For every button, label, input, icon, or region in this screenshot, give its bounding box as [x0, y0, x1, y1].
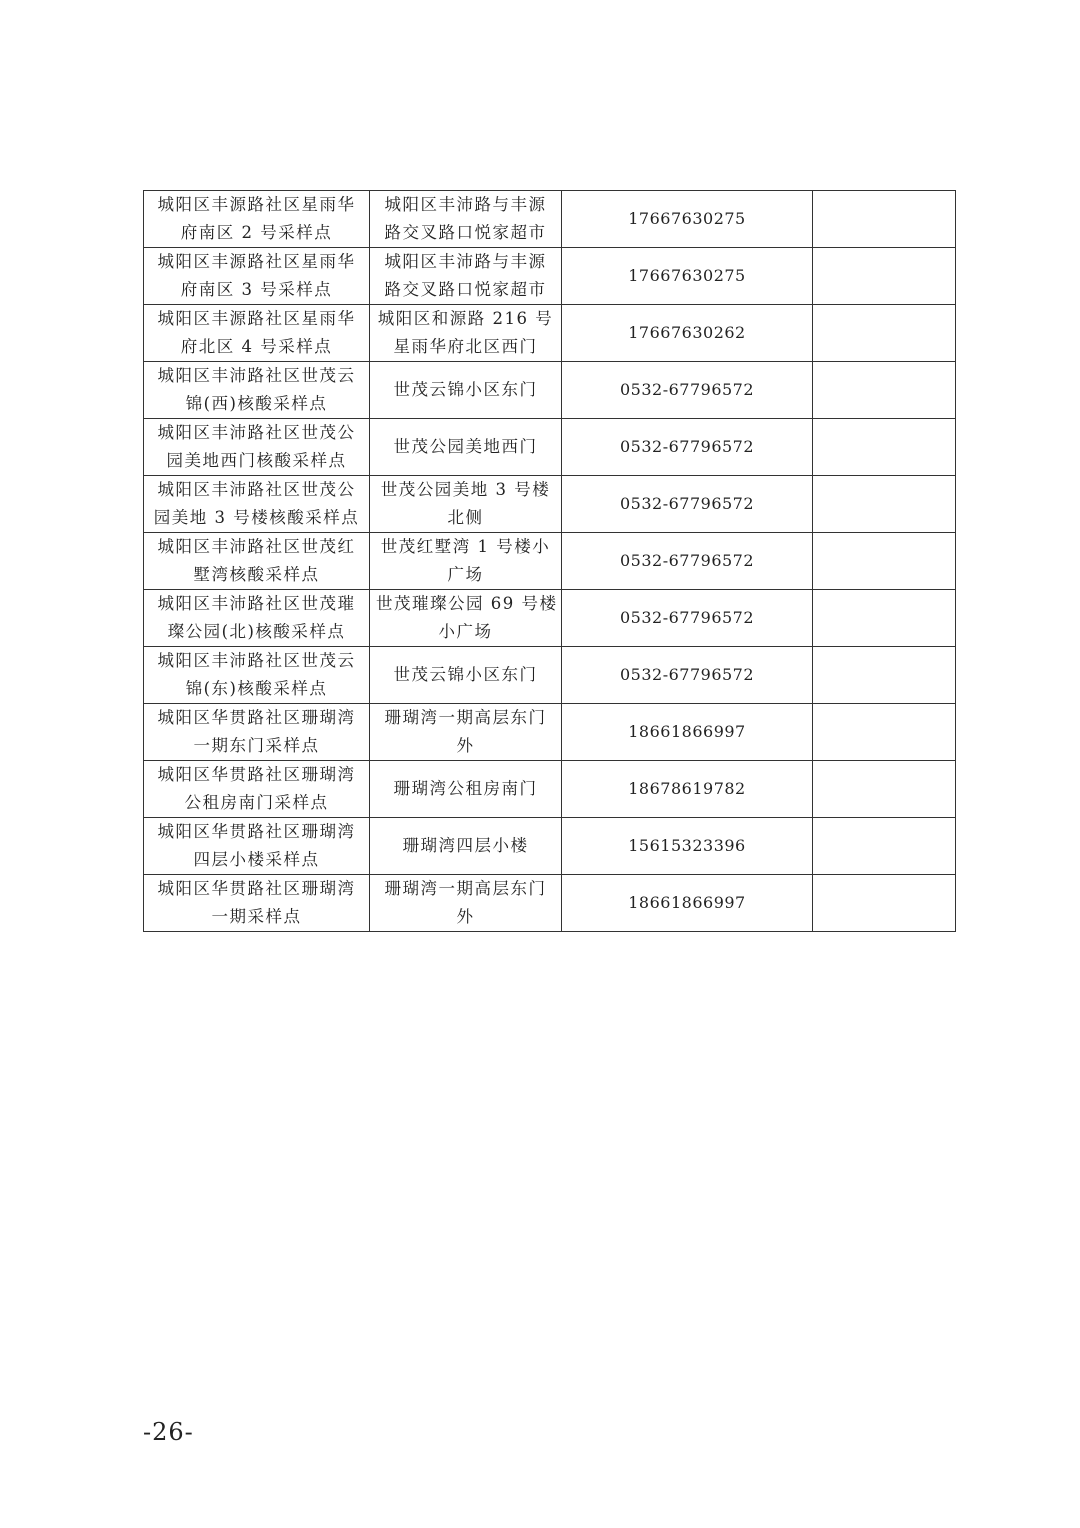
note-cell: [813, 362, 956, 419]
address-cell: [370, 818, 562, 875]
site-name-cell-line: 城阳区华贯路社区珊瑚湾: [157, 765, 356, 784]
site-name-cell-line: 城阳区丰沛路社区世茂公: [157, 480, 356, 499]
address-cell-line: 珊瑚湾四层小楼: [402, 836, 529, 855]
phone-cell: 0532-67796572: [562, 419, 813, 476]
site-name-cell: [144, 305, 370, 362]
address-cell-line: 世茂云锦小区东门: [393, 380, 538, 399]
site-name-cell-line: 城阳区华贯路社区珊瑚湾: [157, 708, 356, 727]
site-name-cell: [144, 362, 370, 419]
phone-cell: 0532-67796572: [562, 476, 813, 533]
table-row: [144, 305, 956, 362]
site-name-cell-line: 城阳区丰沛路社区世茂红: [157, 537, 356, 556]
site-name-cell: [144, 533, 370, 590]
note-cell: [813, 533, 956, 590]
site-name-cell: [144, 476, 370, 533]
site-name-cell-line: 城阳区丰源路社区星雨华: [157, 252, 356, 271]
site-name-cell-line: 府南区 3 号采样点: [180, 280, 333, 299]
note-cell: [813, 647, 956, 704]
address-cell-line: 珊瑚湾一期高层东门: [384, 708, 547, 727]
site-name-cell: [144, 875, 370, 932]
address-cell-line: 路交叉路口悦家超市: [384, 280, 547, 299]
site-name-cell-line: 城阳区丰沛路社区世茂公: [157, 423, 356, 442]
phone-cell: 15615323396: [562, 818, 813, 875]
site-name-cell-line: 一期采样点: [211, 907, 302, 926]
site-name-cell: [144, 818, 370, 875]
address-cell: [370, 362, 562, 419]
site-name-cell-line: 城阳区华贯路社区珊瑚湾: [157, 879, 356, 898]
table-row: [144, 761, 956, 818]
address-cell-line: 世茂公园美地西门: [393, 437, 538, 456]
address-cell-line: 外: [456, 907, 475, 926]
note-cell: [813, 419, 956, 476]
site-name-cell-line: 城阳区丰沛路社区世茂云: [157, 366, 356, 385]
table-row: [144, 533, 956, 590]
phone-cell: 17667630275: [562, 248, 813, 305]
site-name-cell: [144, 191, 370, 248]
table-row: [144, 476, 956, 533]
site-name-cell-line: 园美地 3 号楼核酸采样点: [153, 508, 360, 527]
phone-cell: 0532-67796572: [562, 590, 813, 647]
note-cell: [813, 818, 956, 875]
address-cell-line: 珊瑚湾一期高层东门: [384, 879, 547, 898]
phone-cell: 0532-67796572: [562, 533, 813, 590]
note-cell: [813, 191, 956, 248]
phone-cell: 17667630262: [562, 305, 813, 362]
site-name-cell-line: 园美地西门核酸采样点: [166, 451, 347, 470]
table-row: [144, 419, 956, 476]
phone-cell: 18661866997: [562, 875, 813, 932]
address-cell-line: 珊瑚湾公租房南门: [393, 779, 538, 798]
address-cell-line: 北侧: [447, 508, 484, 527]
site-name-cell: [144, 761, 370, 818]
sampling-sites-table: [143, 190, 956, 932]
table-row: [144, 590, 956, 647]
note-cell: [813, 761, 956, 818]
note-cell: [813, 476, 956, 533]
site-name-cell: [144, 704, 370, 761]
address-cell-line: 城阳区和源路 216 号: [377, 309, 554, 328]
site-name-cell-line: 府南区 2 号采样点: [180, 223, 333, 242]
site-name-cell-line: 锦(东)核酸采样点: [185, 679, 328, 698]
phone-cell: 0532-67796572: [562, 362, 813, 419]
note-cell: [813, 704, 956, 761]
site-name-cell-line: 府北区 4 号采样点: [180, 337, 333, 356]
address-cell-line: 城阳区丰沛路与丰源: [384, 195, 547, 214]
site-name-cell-line: 公租房南门采样点: [184, 793, 329, 812]
phone-cell: 18661866997: [562, 704, 813, 761]
site-name-cell: [144, 248, 370, 305]
address-cell-line: 小广场: [438, 622, 493, 641]
address-cell: [370, 647, 562, 704]
site-name-cell-line: 一期东门采样点: [193, 736, 320, 755]
address-cell-line: 世茂公园美地 3 号楼: [380, 480, 551, 499]
site-name-cell-line: 四层小楼采样点: [193, 850, 320, 869]
phone-cell: 0532-67796572: [562, 647, 813, 704]
table-row: [144, 704, 956, 761]
address-cell: [370, 875, 562, 932]
address-cell: [370, 305, 562, 362]
table-row: [144, 362, 956, 419]
site-name-cell-line: 璨公园(北)核酸采样点: [167, 622, 346, 641]
note-cell: [813, 875, 956, 932]
address-cell-line: 路交叉路口悦家超市: [384, 223, 547, 242]
address-cell: [370, 590, 562, 647]
site-name-cell: [144, 419, 370, 476]
note-cell: [813, 305, 956, 362]
phone-cell: 18678619782: [562, 761, 813, 818]
address-cell-line: 世茂云锦小区东门: [393, 665, 538, 684]
site-name-cell-line: 城阳区华贯路社区珊瑚湾: [157, 822, 356, 841]
site-name-cell-line: 城阳区丰沛路社区世茂璀: [157, 594, 356, 613]
site-name-cell: [144, 647, 370, 704]
site-name-cell-line: 城阳区丰源路社区星雨华: [157, 195, 356, 214]
address-cell-line: 外: [456, 736, 475, 755]
table-row: [144, 248, 956, 305]
address-cell: [370, 191, 562, 248]
phone-cell: 17667630275: [562, 191, 813, 248]
table-row: [144, 875, 956, 932]
address-cell-line: 世茂红墅湾 1 号楼小: [380, 537, 551, 556]
site-name-cell-line: 城阳区丰沛路社区世茂云: [157, 651, 356, 670]
address-cell: [370, 761, 562, 818]
address-cell-line: 广场: [447, 565, 484, 584]
address-cell-line: 城阳区丰沛路与丰源: [384, 252, 547, 271]
page-number: -26-: [143, 1418, 194, 1446]
address-cell-line: 星雨华府北区西门: [393, 337, 538, 356]
note-cell: [813, 590, 956, 647]
table-row: [144, 647, 956, 704]
table-row: [144, 818, 956, 875]
address-cell: [370, 704, 562, 761]
address-cell: [370, 533, 562, 590]
address-cell: [370, 419, 562, 476]
site-name-cell-line: 城阳区丰源路社区星雨华: [157, 309, 356, 328]
address-cell: [370, 476, 562, 533]
site-name-cell-line: 墅湾核酸采样点: [193, 565, 320, 584]
address-cell: [370, 248, 562, 305]
table-row: [144, 191, 956, 248]
note-cell: [813, 248, 956, 305]
site-name-cell-line: 锦(西)核酸采样点: [185, 394, 328, 413]
table-body: [144, 191, 956, 932]
site-name-cell: [144, 590, 370, 647]
address-cell-line: 世茂璀璨公园 69 号楼: [376, 594, 558, 613]
